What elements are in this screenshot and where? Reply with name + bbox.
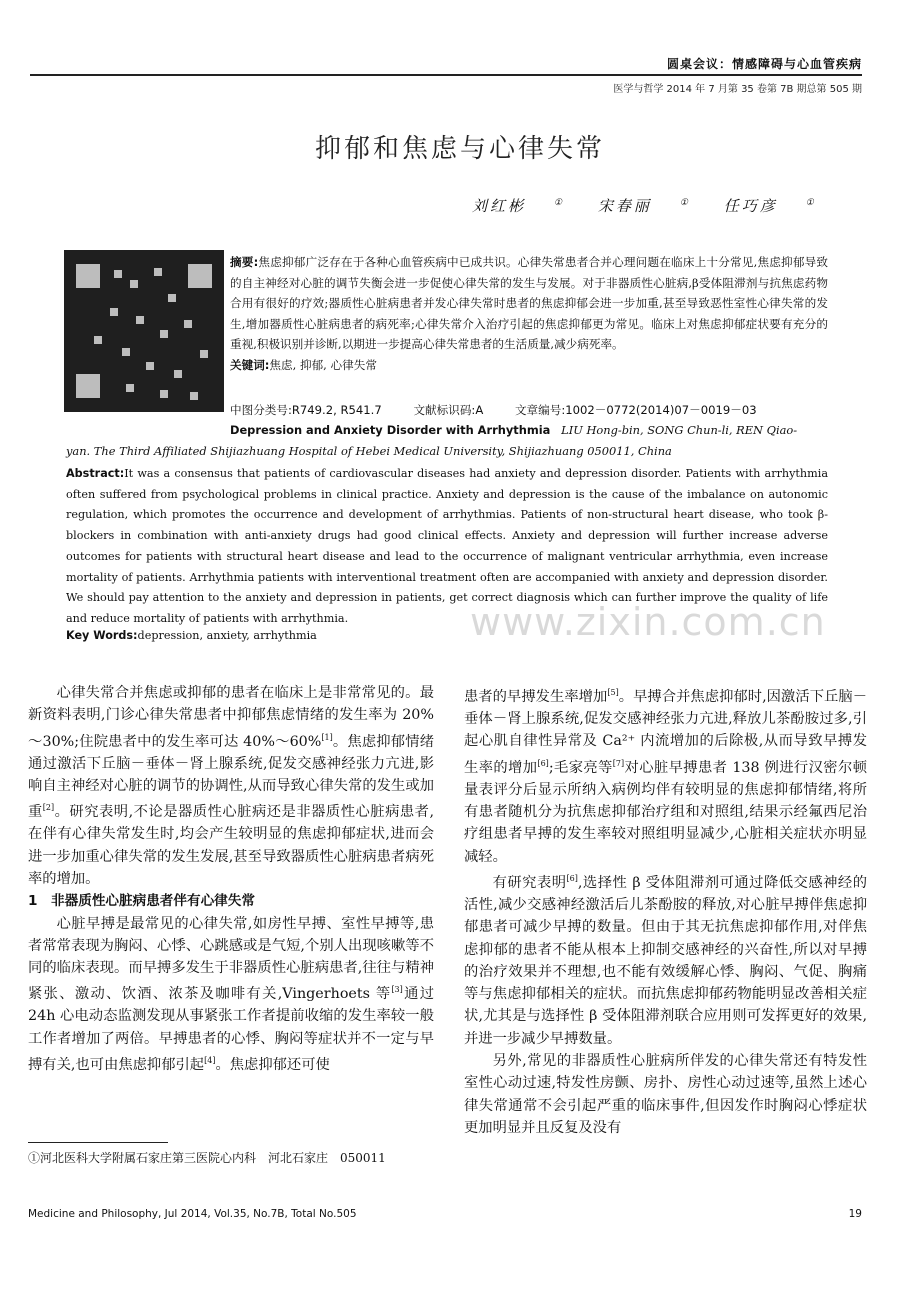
journal-line: 医学与哲学 2014 年 7 月第 35 卷第 7B 期总第 505 期 [613,84,862,95]
text: 另外,常见的非器质性心脏病所伴发的心律失常还有特发性室性心动过速,特发性房颤、房扑、房性心动过速等,虽然上述心律失常通常不会引起严重的临床事件,但因发作时胸闷心悸症状更加明显并且反复及没有 [464,1053,867,1136]
author-name: 刘红彬 [472,197,527,215]
body-column-left [28,682,434,1076]
text: 通过 24h 心电动态监测发现从事紧张工作者提前收缩的发生率较一般工作者增加了两倍。早搏患者的心悸、胸闷等症状并不一定与早搏有关,也可由焦虑抑郁引起 [28,986,435,1073]
text: 。早搏合并焦虑抑郁时,因激活下丘脑－垂体－肾上腺系统,促发交感神经张力亢进,释放儿茶酚胺过多,引起心肌自律性异常及 Ca²⁺ 内流增加的后除极,从而导致早搏发生率的增加 [464,688,867,776]
english-abstract-text: It was a consensus that patients of cardiovascular diseases had anxiety and depression disorder. Patients with arrhythmia often suffered from psychological problems in clinical practice. Anxiety and depression is the cause of the imbalance on autonomic regulation, which promotes the occurrence and development of arrhythmias. Patients of non-structural heart disease, who took β-blockers in combination with anti-anxiety drugs had good clinical effects. Anxiety and depression will further increase adverse outcomes for patients with structural heart disease and lead to the occurrence of malignant ventricular arrhythmia, even increase mortality of patients. Arrhythmia patients with interventional treatment often are accompanied with anxiety and depression disorder. We should pay attention to the anxiety and depression in patients, get correct diagnosis which can further improve the quality of life and reduce mortality of patients with arrhythmia. [66,467,828,625]
body-column-right [464,682,867,1139]
author-3 [724,197,814,215]
authors [472,195,842,216]
qr-code-image [64,250,224,412]
keywords-label: 关键词: [230,357,270,372]
text: 对心脏早搏患者 138 例进行汉密尔顿量表评分后显示所纳入病例均伴有较明显的焦虑抑郁情绪,将所有患者随机分为抗焦虑抑郁治疗组和对照组,结果示经氟西尼治疗组患者早搏的发生率较对照组明显减少,心脏相关症状亦明显减轻。 [464,759,867,865]
english-title-line [230,423,828,437]
paragraph [28,682,434,890]
text: ;毛家亮等 [548,759,613,776]
english-keywords-label: Key Words: [66,629,138,642]
text: 。焦虑抑郁还可使 [215,1056,330,1073]
article-title: 抑郁和焦虑与心律失常 [314,134,605,164]
page-number: 19 [848,1208,862,1220]
watermark: www.zixin.com.cn [470,600,826,644]
citation: [3] [391,985,403,995]
paragraph [464,1050,867,1139]
text: 。研究表明,不论是器质性心脏病还是非器质性心脏病患者,在伴有心律失常发生时,均会产生较明显的焦虑抑郁症状,进而会进一步加重心律失常的发生发展,甚至导致器质性心脏病患者病死率的增加。 [28,804,434,887]
english-keywords-text: depression, anxiety, arrhythmia [137,629,317,642]
footer-citation: Medicine and Philosophy, Jul 2014, Vol.35, No.7B, Total No.505 [28,1208,357,1220]
paragraph [464,682,867,868]
author-name: 任巧彦 [723,197,778,215]
header-rule [30,74,862,76]
footnote: ①河北医科大学附属石家庄第三医院心内科 河北石家庄 050011 [28,1151,386,1165]
author-1 [472,197,562,215]
article-number: 文章编号:1002－0772(2014)07－0019－03 [514,403,757,417]
author-mark: ① [679,198,688,208]
abstract-label: 摘要: [230,255,259,269]
footnote-rule [28,1142,168,1143]
section-title: 圆桌会议：情感障碍与心血管疾病 [666,57,862,71]
abstract-text: 焦虑抑郁广泛存在于各种心血管疾病中已成共识。心律失常患者合并心理问题在临床上十分常见,焦虑抑郁导致的自主神经对心脏的调节失衡会进一步促使心律失常的发生与发展。对于非器质性心脏病,β受体阻滞剂与抗焦虑药物合用有很好的疗效;器质性心脏病患者并发心律失常时患者的焦虑抑郁会进一步加重,甚至导致恶性室性心律失常的发生,增加器质性心脏病患者的病死率;心律失常介入治疗引起的焦虑抑郁更为常见。临床上对焦虑抑郁症状要有充分的重视,积极识别并诊断,以期进一步提高心律失常患者的生活质量,减少病死率。 [230,255,828,352]
chinese-abstract [230,252,828,376]
citation: [7] [612,758,625,768]
author-2 [598,197,688,215]
text: 患者的早搏发生率增加 [464,688,608,705]
text: 心脏早搏是最常见的心律失常,如房性早搏、室性早搏等,患者常常表现为胸闷、心悸、心跳感或是气短,个别人出现咳嗽等不同的临床表现。而早搏多发生于非器质性心脏病患者,往往与精神紧张、激动、饮酒、浓茶及咖啡有关,Vingerhoets 等 [28,915,434,1003]
english-authors: LIU Hong-bin, SONG Chun-li, REN Qiao- [561,423,798,437]
english-affiliation: yan. The Third Affiliated Shijiazhuang Hospital of Hebei Medical University, Shijiazhuang 050011, China [66,444,672,458]
author-mark: ① [554,198,563,208]
english-abstract-label: Abstract: [66,467,125,480]
text: 心律失常合并焦虑或抑郁的患者在临床上是非常常见的。最新资料表明,门诊心律失常患者中抑郁焦虑情绪的发生率为 20%～30%;住院患者中的发生率可达 40%～60% [28,685,434,750]
citation: [4] [204,1056,216,1066]
paragraph [464,868,867,1050]
citation: [6] [537,758,549,768]
citation: [5] [607,688,619,697]
running-header [667,55,862,72]
text: 有研究表明 [492,874,567,891]
text: ,选择性 β 受体阻滞剂可通过降低交感神经的活性,减少交感神经激活后儿茶酚胺的释放,对心脏早搏伴焦虑抑郁患者可减少早搏的数量。但由于其无抗焦虑抑郁作用,对伴焦虑抑郁的患者不能从根本上抑制交感神经的兴奋性,所以对早搏的治疗效果并不理想,也不能有效缓解心悸、胸闷、气促、胸痛等与焦虑抑郁相关的症状。而抗焦虑抑郁药物能明显改善相关症状,尤其是与选择性 β 受体阻滞剂联合应用则可发挥更好的效果,并进一步减少早搏数量。 [464,874,867,1047]
english-keywords [66,629,317,642]
citation: [2] [42,803,55,813]
keywords-text: 焦虑, 抑郁, 心律失常 [269,357,377,372]
author-name: 宋春丽 [597,197,652,215]
text: 。焦虑抑郁情绪通过激活下丘脑－垂体－肾上腺系统,促发交感神经张力亢进,影响自主神经对心脏的调节的协调性,从而导致心律失常的发生或加重 [28,733,435,821]
clc-number: 中图分类号:R749.2, R541.7 [230,403,382,417]
document-code: 文献标识码:A [413,403,484,417]
citation: [1] [321,732,333,742]
section-heading: 1 非器质性心脏病患者伴有心律失常 [28,893,255,910]
citation: [6] [566,873,578,883]
paragraph [28,913,434,1077]
english-title: Depression and Anxiety Disorder with Arrhythmia [230,423,551,437]
classification-line [230,402,785,418]
author-mark: ① [805,198,814,208]
